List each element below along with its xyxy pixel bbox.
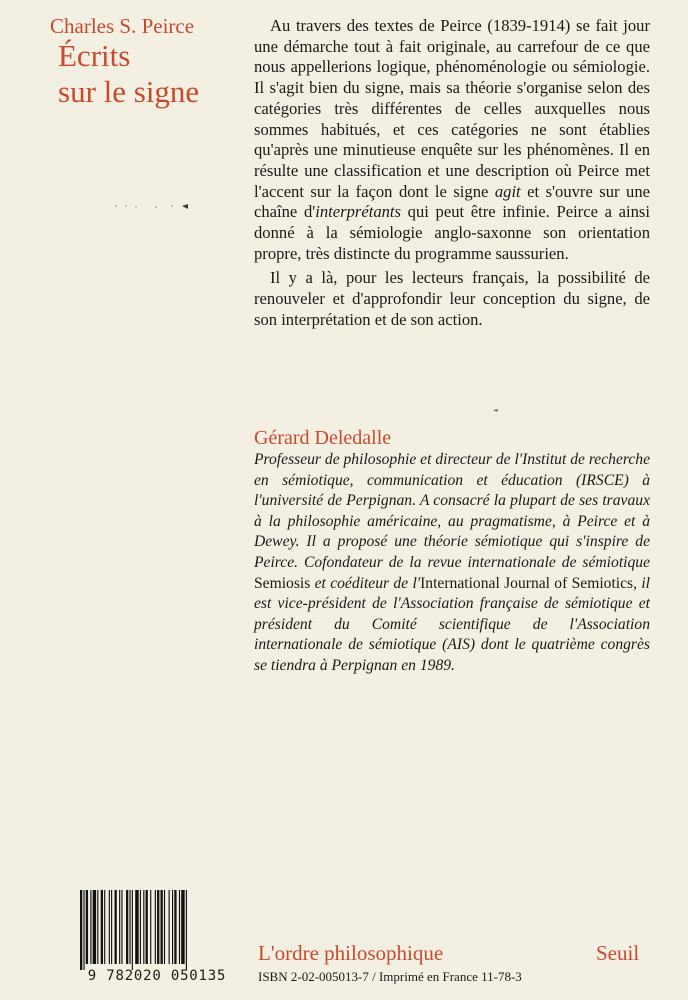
author-name: Charles S. Peirce [50, 14, 195, 38]
bio-text: , il est vice-président de l'Association française de sémiotique et président du Comité scientifique de l'Association internationale de sémiotique (AIS) dont le quatrième congrès se tiendra à Perpignan en 1989. [254, 574, 651, 674]
bio-text: Professeur de philosophie et directeur de l'Institut de recherche en sémiotique, communication et éducation (IRSCE) à l'université de Perpignan. A consacré la plupart de ses travaux à la philosophie américaine, au pragmatisme, à Peirce et à Dewey. Il a proposé une théorie sémiotique qui s'inspire de Peirce. Cofondateur de la revue internationale de sémiotique [254, 451, 650, 571]
description-text: qui peut être infinie. Peirce a ainsi donné à la sémiologie anglo-saxonne son orientation propre, très distincte du programme saussurien. [254, 202, 650, 263]
barcode-digits: 9 782020 050135 [87, 968, 227, 984]
collection-name: L'ordre philosophique [258, 941, 444, 965]
description-text: Au travers des textes de Peirce (1839-1914) se fait jour une démarche tout à fait originale, au carrefour de ce que nous appellerions logique, phénoménologie ou sémiologie. Il s'agit bien du signe, mais sa théorie s'organise selon des catégories très différentes de celles auxquelles nous sommes habitués, et ces catégories ne sont établies qu'après une minutieuse enquête sur les phénomènes. Il en résulte une classification et une description où Peirce met l'accent sur la façon dont le signe [254, 16, 650, 201]
print-speck [492, 400, 500, 406]
journal-name: Semiosis [254, 574, 311, 592]
italic-term: agit [494, 181, 521, 201]
description-text: et s'ouvre sur une chaîne d' [254, 181, 650, 222]
back-cover-description [254, 16, 650, 331]
book-title-line-1: Écrits [58, 38, 131, 73]
journal-name: International Journal of Semiotics [420, 574, 634, 592]
book-title-line-2: sur le signe [58, 74, 200, 109]
author-biography [254, 450, 650, 677]
bio-author-name: Gérard Deledalle [254, 427, 392, 449]
bio-text: et coéditeur de l' [310, 574, 421, 592]
italic-term: interprétants [315, 202, 401, 222]
book-title [58, 38, 199, 110]
description-paragraph-1 [254, 16, 650, 264]
publisher-name: Seuil [596, 941, 640, 965]
description-paragraph-2: Il y a là, pour les lecteurs français, la possibilité de renouveler et d'approfondir leur conception du signe, de son interprétation et de son action. [254, 268, 650, 329]
isbn-line: ISBN 2-02-005013-7 / Imprimé en France 11-78-3 [258, 969, 522, 984]
print-specks [112, 198, 202, 208]
